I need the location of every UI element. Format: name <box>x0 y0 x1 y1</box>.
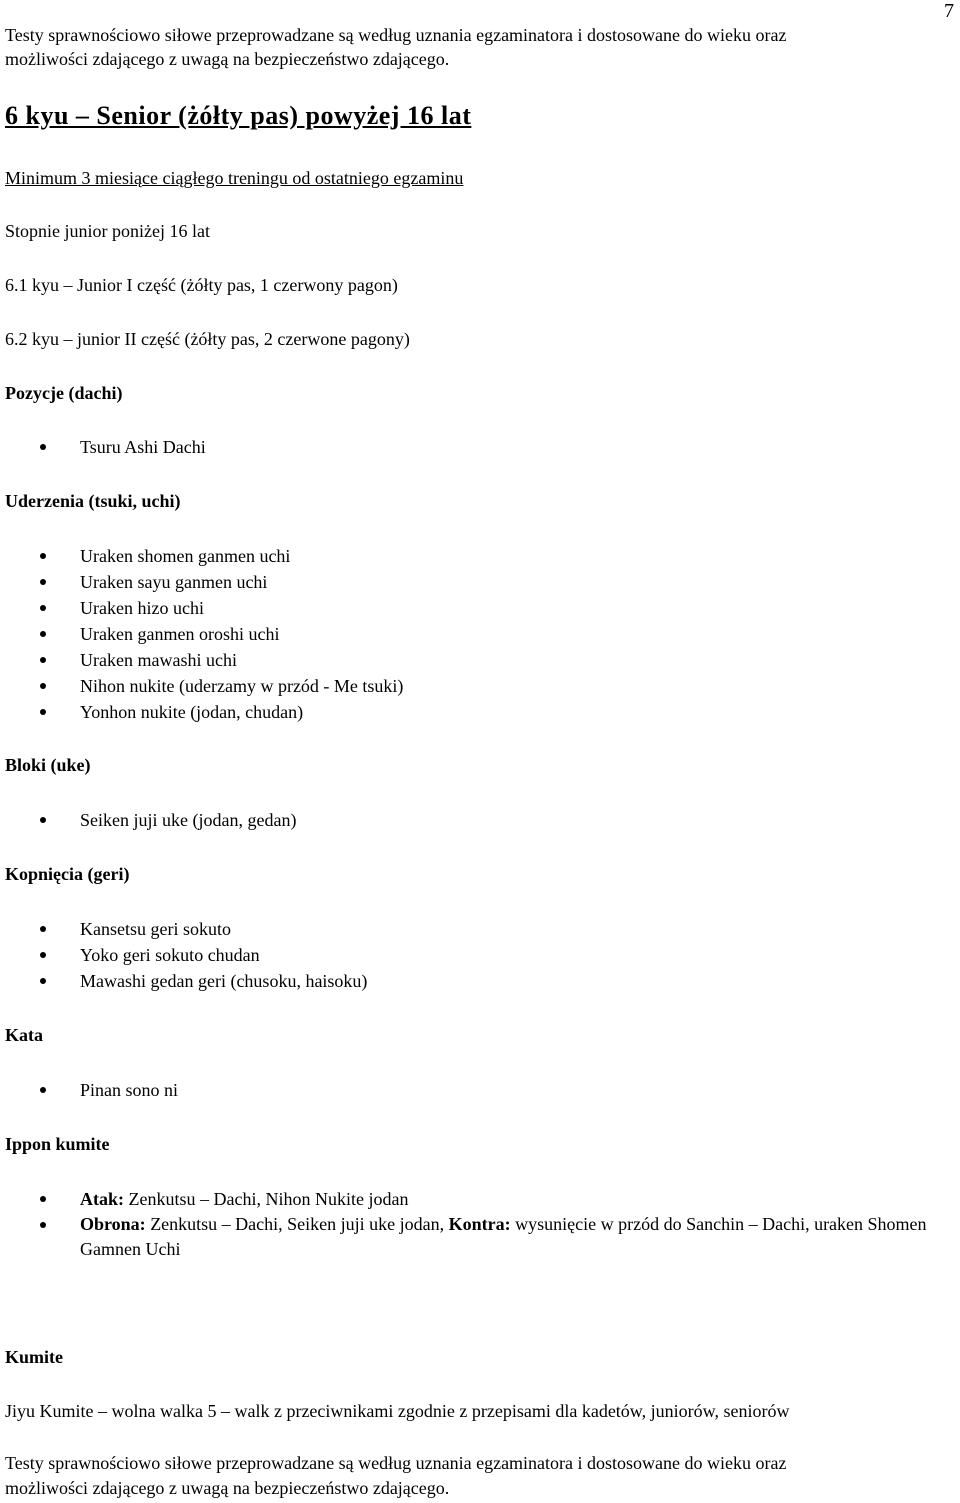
junior-level-1: 6.1 kyu – Junior I część (żółty pas, 1 czerwony pagon) <box>5 275 398 295</box>
intro-line-1: Testy sprawnościowo siłowe przeprowadzane są według uznania egzaminatora i dostosowane do wieku oraz <box>5 25 787 45</box>
list-item-atak <box>40 1186 940 1212</box>
junior-level-2: 6.2 kyu – junior II część (żółty pas, 2 czerwone pagony) <box>5 329 410 349</box>
page-title: 6 kyu – Senior (żółty pas) powyżej 16 lat <box>5 101 472 130</box>
section-heading-kopniecia: Kopnięcia (geri) <box>5 864 130 884</box>
section-heading-kumite: Kumite <box>5 1347 63 1367</box>
outro-line-1: Testy sprawnościowo siłowe przeprowadzane są według uznania egzaminatora i dostosowane do wieku oraz <box>5 1453 787 1473</box>
section-heading-uderzenia: Uderzenia (tsuki, uchi) <box>5 491 181 511</box>
obrona-label: Obrona: <box>80 1214 146 1234</box>
section-heading-ippon-kumite: Ippon kumite <box>5 1134 110 1154</box>
list-kata <box>40 1077 178 1103</box>
list-item: Tsuru Ashi Dachi <box>40 434 206 460</box>
list-ippon-kumite <box>40 1186 940 1262</box>
list-item-obrona <box>40 1212 940 1262</box>
list-uderzenia <box>40 543 403 725</box>
list-item: Mawashi gedan geri (chusoku, haisoku) <box>40 968 367 994</box>
list-item: Uraken sayu ganmen uchi <box>40 569 403 595</box>
list-pozycje <box>40 434 206 460</box>
list-item: Uraken mawashi uchi <box>40 647 403 673</box>
page-number: 7 <box>944 0 954 22</box>
outro-line-2: możliwości zdającego z uwagą na bezpieczeństwo zdającego. <box>5 1478 450 1498</box>
list-bloki <box>40 807 296 833</box>
section-heading-kata: Kata <box>5 1025 43 1045</box>
list-item: Yonhon nukite (jodan, chudan) <box>40 699 403 725</box>
list-item: Uraken hizo uchi <box>40 595 403 621</box>
list-item: Yoko geri sokuto chudan <box>40 942 367 968</box>
kontra-label: Kontra: <box>448 1214 511 1234</box>
kontra-text: wysunięcie w przód do Sanchin – Dachi, uraken Shomen Gamnen Uchi <box>80 1214 927 1259</box>
list-item: Uraken ganmen oroshi uchi <box>40 621 403 647</box>
list-item: Seiken juji uke (jodan, gedan) <box>40 807 296 833</box>
atak-label: Atak: <box>80 1189 124 1209</box>
kumite-description: Jiyu Kumite – wolna walka 5 – walk z przeciwnikami zgodnie z przepisami dla kadetów, juniorów, seniorów <box>5 1401 790 1421</box>
list-item: Nihon nukite (uderzamy w przód - Me tsuki) <box>40 673 403 699</box>
obrona-text: Zenkutsu – Dachi, Seiken juji uke jodan, <box>145 1214 449 1234</box>
junior-heading: Stopnie junior poniżej 16 lat <box>5 221 210 241</box>
list-kopniecia <box>40 916 367 994</box>
list-item: Pinan sono ni <box>40 1077 178 1103</box>
intro-line-2: możliwości zdającego z uwagą na bezpieczeństwo zdającego. <box>5 49 450 69</box>
list-item: Uraken shomen ganmen uchi <box>40 543 403 569</box>
atak-text: Zenkutsu – Dachi, Nihon Nukite jodan <box>124 1189 409 1209</box>
section-heading-pozycje: Pozycje (dachi) <box>5 383 123 403</box>
list-item: Kansetsu geri sokuto <box>40 916 367 942</box>
minimum-requirement: Minimum 3 miesiące ciągłego treningu od ostatniego egzaminu <box>5 168 464 188</box>
section-heading-bloki: Bloki (uke) <box>5 755 91 775</box>
